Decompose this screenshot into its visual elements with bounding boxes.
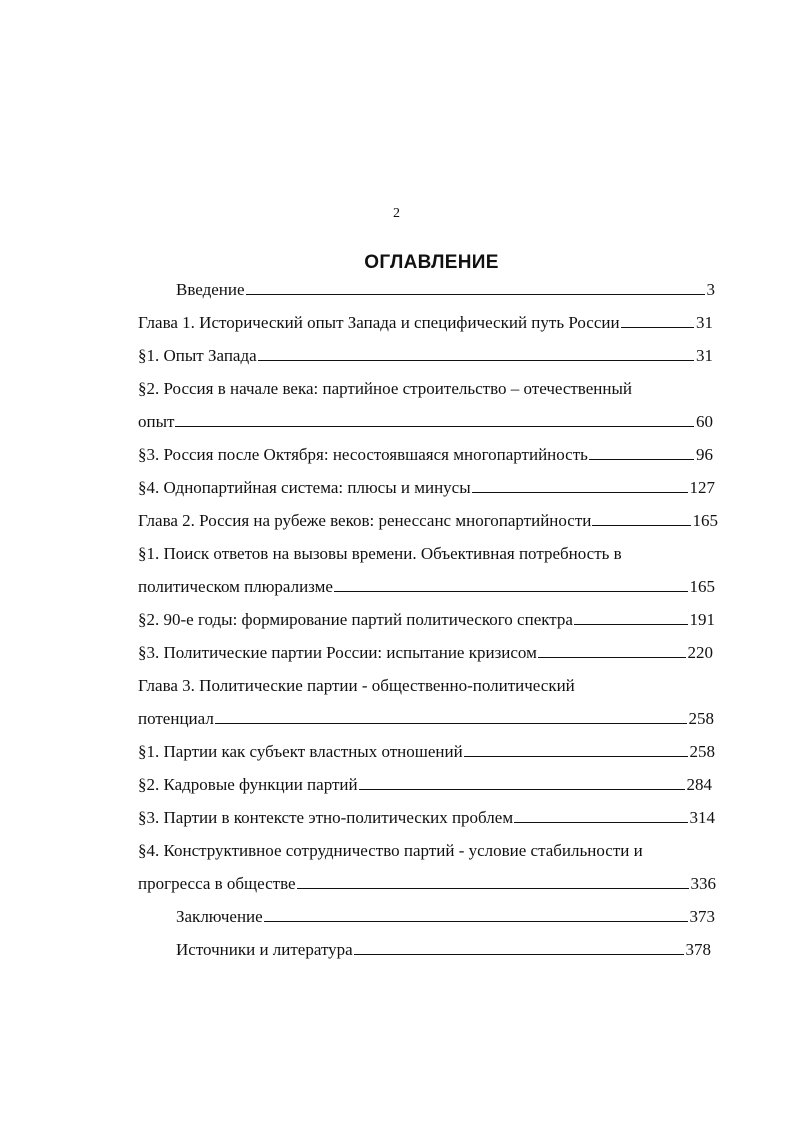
- toc-leader: [334, 576, 688, 592]
- toc-entry-chapter-2: [138, 510, 718, 532]
- toc-entry-2-1: [138, 576, 715, 598]
- toc-entry-page: 258: [689, 742, 715, 761]
- toc-leader: [574, 609, 688, 625]
- toc-entry-text: §3. Политические партии России: испытание кризисом: [138, 643, 537, 662]
- toc-entry-text: прогресса в обществе: [138, 874, 296, 893]
- page-number: 2: [393, 206, 400, 221]
- toc-entry-page: 3: [706, 280, 715, 299]
- toc-entry-introduction: [176, 279, 715, 301]
- toc-entry-page: 60: [696, 412, 713, 431]
- toc-entry-3-3: [138, 807, 715, 829]
- toc-entry-page: 258: [688, 709, 714, 728]
- toc-title: ОГЛАВЛЕНИЕ: [364, 252, 499, 273]
- toc-entry-3-4: [138, 873, 716, 895]
- toc-leader: [354, 939, 684, 955]
- toc-leader: [464, 741, 688, 757]
- toc-entry-page: 31: [696, 313, 713, 332]
- toc-entry-text: Глава 1. Исторический опыт Запада и специфический путь России: [138, 313, 620, 332]
- toc-leader: [359, 774, 685, 790]
- toc-entry-2-3: [138, 642, 713, 664]
- toc-entry-text: Заключение: [176, 907, 263, 926]
- toc-entry-3-1: [138, 741, 715, 763]
- toc-entry-text: §2. 90-е годы: формирование партий политического спектра: [138, 610, 573, 629]
- toc-entry-text: §2. Кадровые функции партий: [138, 775, 358, 794]
- toc-entry-page: 220: [687, 643, 713, 662]
- toc-leader: [621, 312, 694, 328]
- toc-entry-1-2-line1: §2. Россия в начале века: партийное строительство – отечественный: [138, 379, 632, 398]
- toc-entry-2-2: [138, 609, 715, 631]
- toc-entry-3-4-line1: §4. Конструктивное сотрудничество партий - условие стабильности и: [138, 841, 643, 860]
- toc-leader: [264, 906, 688, 922]
- toc-leader: [175, 411, 694, 427]
- toc-entry-text: §1. Партии как субъект властных отношений: [138, 742, 463, 761]
- toc-entry-2-1-line1: §1. Поиск ответов на вызовы времени. Объективная потребность в: [138, 544, 622, 563]
- toc-entry-conclusion: [176, 906, 715, 928]
- toc-entry-chapter-3: [138, 708, 714, 730]
- toc-entry-page: 165: [692, 511, 718, 530]
- toc-entry-page: 314: [689, 808, 715, 827]
- toc-leader: [246, 279, 705, 295]
- toc-entry-page: 373: [689, 907, 715, 926]
- toc-leader: [538, 642, 686, 658]
- toc-entry-chapter-3-line1: Глава 3. Политические партии - общественно-политический: [138, 676, 575, 695]
- toc-entry-page: 31: [696, 346, 713, 365]
- toc-leader: [514, 807, 687, 823]
- toc-leader: [589, 444, 694, 460]
- toc-leader: [592, 510, 690, 526]
- toc-entry-text: Источники и литература: [176, 940, 353, 959]
- toc-entry-text: §1. Опыт Запада: [138, 346, 257, 365]
- toc-entry-text: Глава 2. Россия на рубеже веков: ренессанс многопартийности: [138, 511, 592, 530]
- toc-entry-page: 284: [686, 775, 712, 794]
- toc-entry-page: 127: [689, 478, 715, 497]
- toc-entry-page: 378: [685, 940, 711, 959]
- toc-entry-3-2: [138, 774, 712, 796]
- toc-entry-text: опыт: [138, 412, 175, 431]
- toc-entry-1-1: [138, 345, 713, 367]
- toc-leader: [472, 477, 688, 493]
- toc-entry-text: §3. Партии в контексте этно-политических проблем: [138, 808, 514, 827]
- toc-entry-text: §4. Однопартийная система: плюсы и минусы: [138, 478, 471, 497]
- toc-entry-text: §3. Россия после Октября: несостоявшаяся многопартийность: [138, 445, 588, 464]
- toc-entry-text: потенциал: [138, 709, 214, 728]
- toc-entry-1-3: [138, 444, 713, 466]
- toc-entry-page: 96: [696, 445, 713, 464]
- toc-entry-page: 336: [690, 874, 716, 893]
- toc-leader: [215, 708, 687, 724]
- toc-leader: [258, 345, 694, 361]
- toc-entry-text: политическом плюрализме: [138, 577, 333, 596]
- toc-entry-page: 191: [689, 610, 715, 629]
- toc-entry-chapter-1: [138, 312, 713, 334]
- toc-entry-1-2: [138, 411, 713, 433]
- toc-entry-1-4: [138, 477, 715, 499]
- toc-leader: [297, 873, 689, 889]
- toc-entry-text: Введение: [176, 280, 245, 299]
- toc-entry-page: 165: [689, 577, 715, 596]
- toc-entry-sources: [176, 939, 711, 961]
